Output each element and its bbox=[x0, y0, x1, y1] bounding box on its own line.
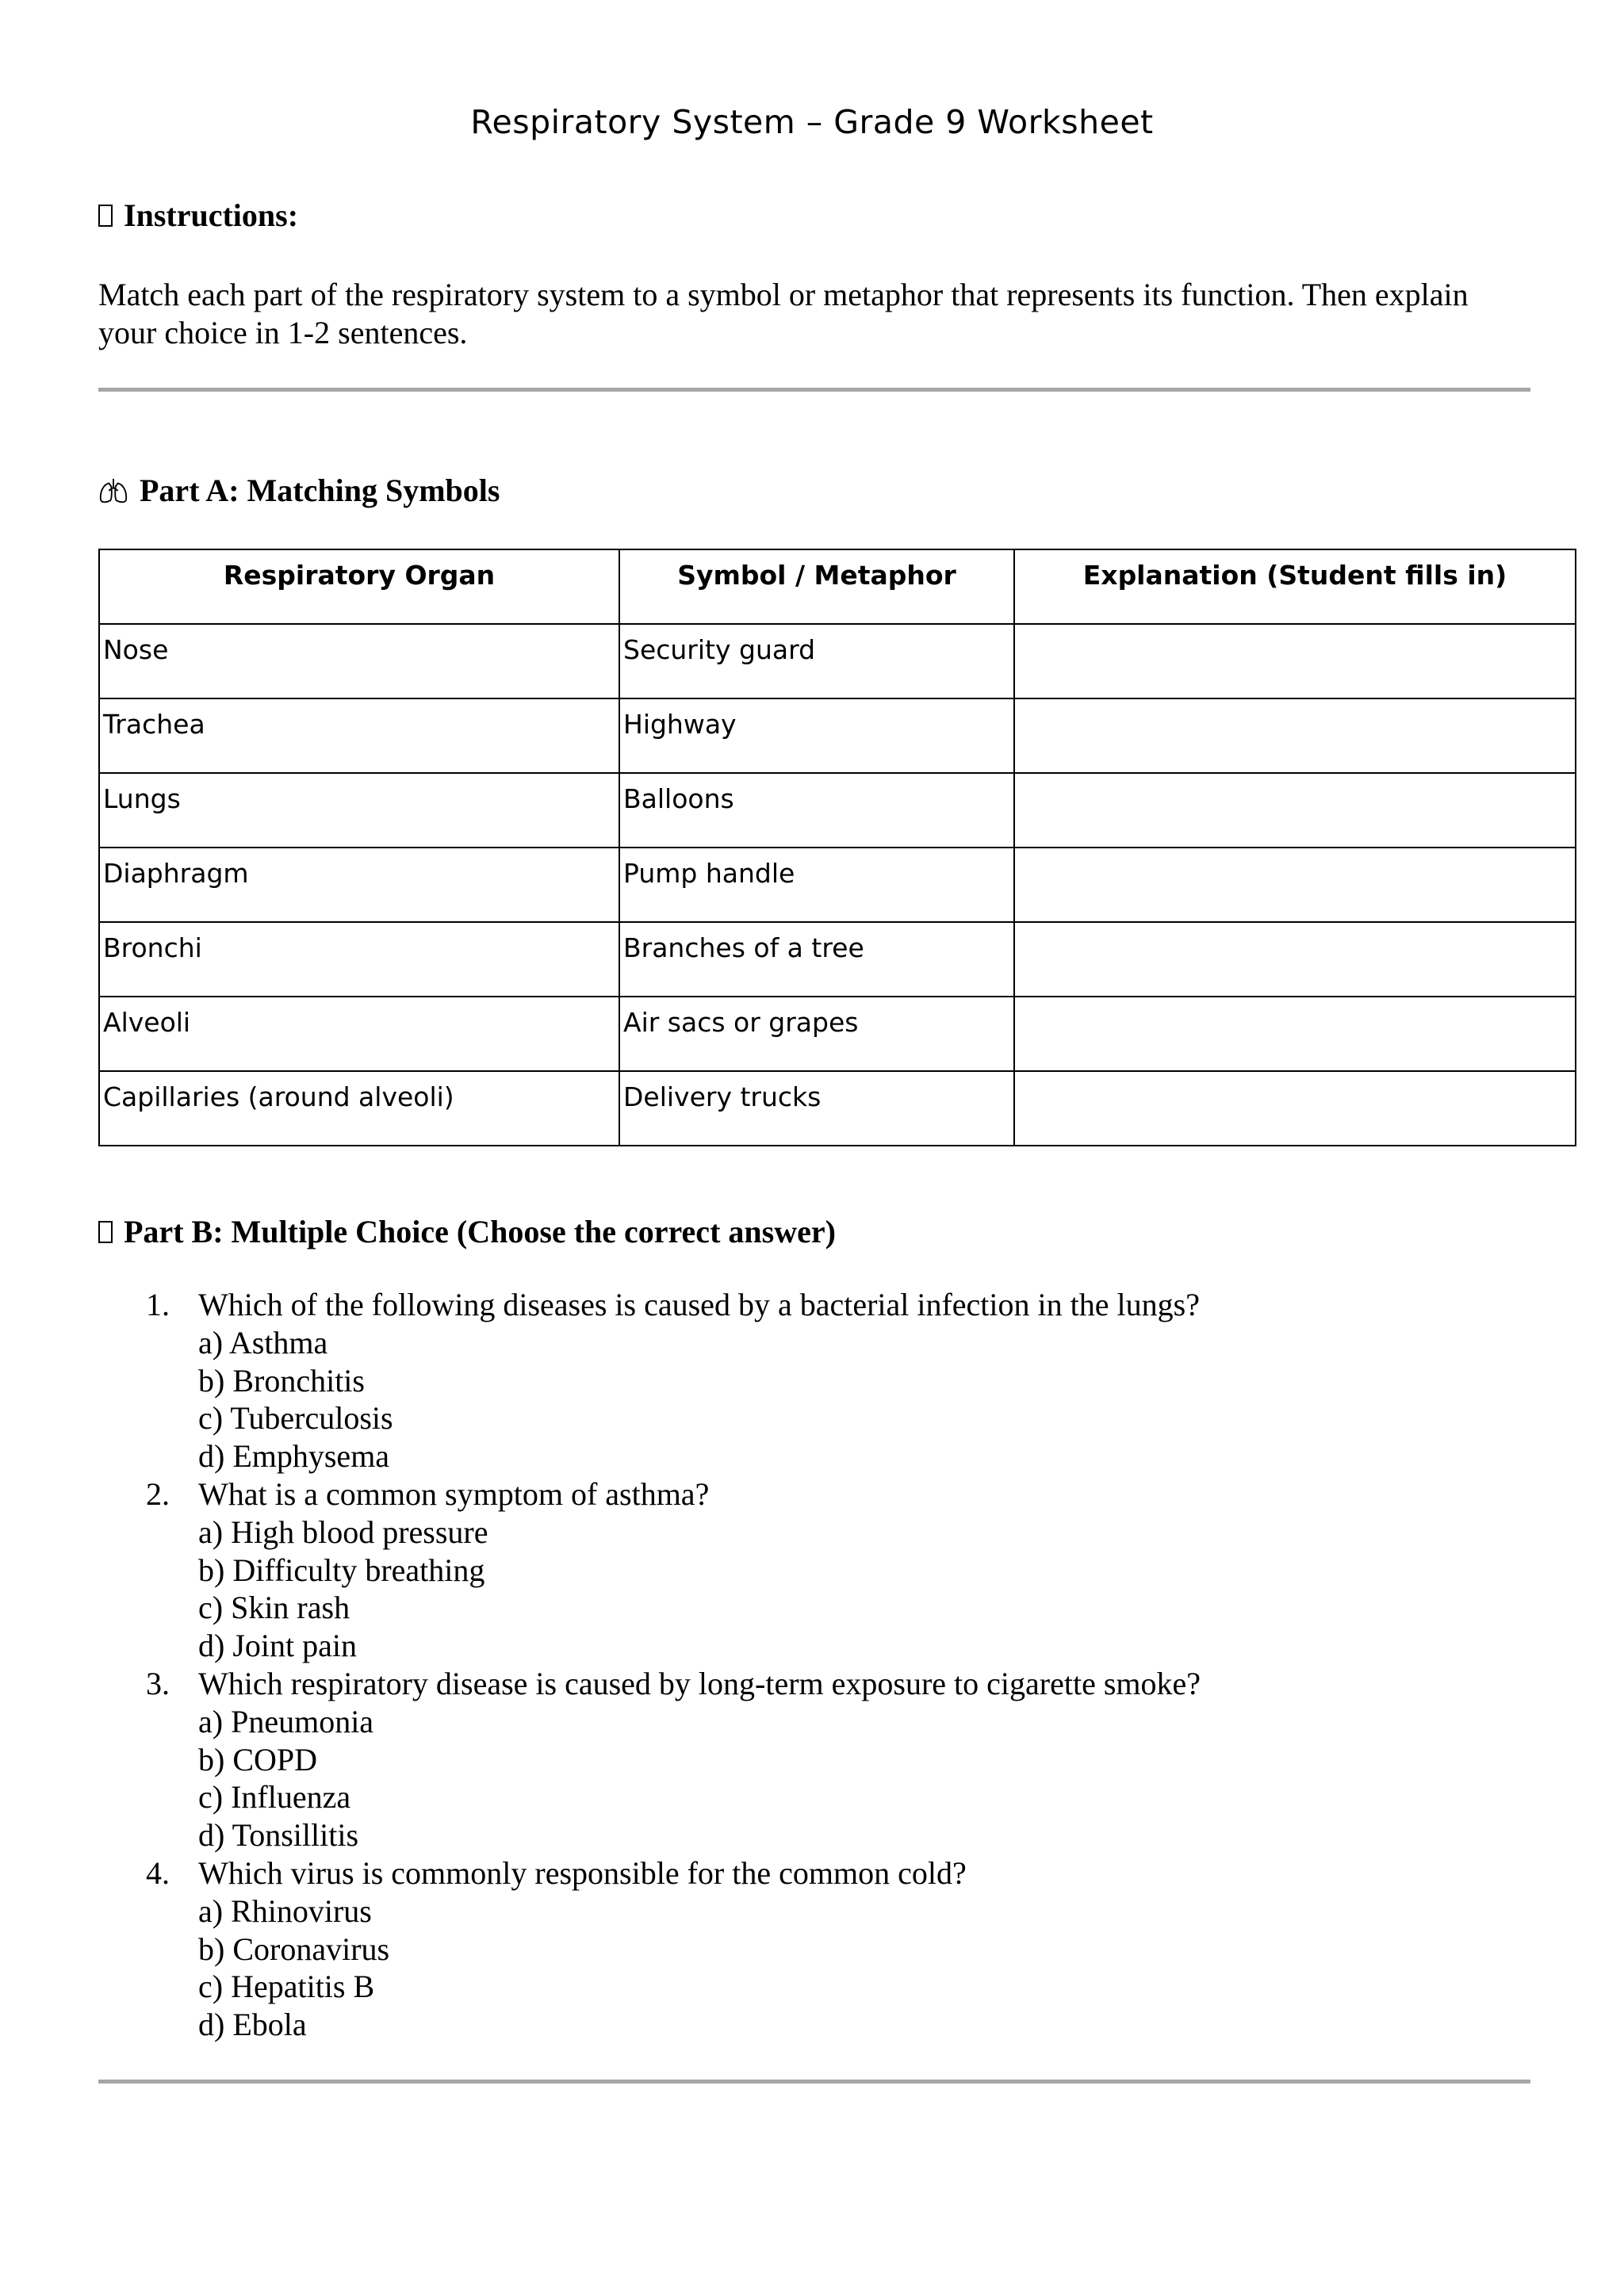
instructions-heading bbox=[98, 197, 298, 234]
explanation-cell[interactable] bbox=[1014, 624, 1576, 698]
answer-option[interactable]: c) Hepatitis B bbox=[198, 1969, 375, 2005]
answer-option[interactable]: a) Rhinovirus bbox=[198, 1892, 372, 1929]
answer-option[interactable]: b) Bronchitis bbox=[198, 1362, 365, 1399]
answer-option[interactable]: b) COPD bbox=[198, 1741, 318, 1777]
divider bbox=[98, 388, 1530, 392]
missing-glyph-icon bbox=[98, 205, 113, 227]
question-item bbox=[98, 1854, 1526, 2044]
answer-option[interactable]: a) High blood pressure bbox=[198, 1513, 488, 1550]
explanation-cell[interactable] bbox=[1014, 922, 1576, 997]
answer-option[interactable]: d) Tonsillitis bbox=[198, 1817, 359, 1854]
question-number: 2. bbox=[146, 1475, 170, 1512]
table-row bbox=[99, 922, 1576, 997]
table-row bbox=[99, 773, 1576, 848]
answer-option[interactable]: c) Tuberculosis bbox=[198, 1400, 393, 1437]
answer-option[interactable]: b) Coronavirus bbox=[198, 1931, 390, 1967]
question-number: 4. bbox=[146, 1854, 170, 1891]
question-text: What is a common symptom of asthma? bbox=[198, 1475, 710, 1512]
question-item bbox=[98, 1286, 1526, 1475]
table-header-row bbox=[99, 549, 1576, 624]
symbol-cell: Highway bbox=[619, 698, 1014, 773]
explanation-cell[interactable] bbox=[1014, 997, 1576, 1071]
explanation-cell[interactable] bbox=[1014, 848, 1576, 922]
missing-glyph-icon bbox=[98, 1221, 113, 1243]
column-header-explanation: Explanation (Student fills in) bbox=[1014, 549, 1576, 624]
organ-cell: Trachea bbox=[99, 698, 619, 773]
question-text: Which respiratory disease is caused by long-term exposure to cigarette smoke? bbox=[198, 1665, 1201, 1701]
question-item bbox=[98, 1665, 1526, 1854]
symbol-cell: Security guard bbox=[619, 624, 1014, 698]
symbol-cell: Pump handle bbox=[619, 848, 1014, 922]
organ-cell: Diaphragm bbox=[99, 848, 619, 922]
part-b-heading bbox=[98, 1213, 836, 1250]
answer-option[interactable]: b) Difficulty breathing bbox=[198, 1552, 485, 1588]
column-header-organ: Respiratory Organ bbox=[99, 549, 619, 624]
table-row bbox=[99, 1071, 1576, 1146]
instructions-heading-label: Instructions: bbox=[124, 197, 299, 233]
question-number: 3. bbox=[146, 1665, 170, 1701]
table-row bbox=[99, 997, 1576, 1071]
divider bbox=[98, 2080, 1530, 2084]
column-header-symbol: Symbol / Metaphor bbox=[619, 549, 1014, 624]
explanation-cell[interactable] bbox=[1014, 1071, 1576, 1146]
part-b-heading-label: Part B: Multiple Choice (Choose the correct answer) bbox=[124, 1214, 836, 1249]
explanation-cell[interactable] bbox=[1014, 773, 1576, 848]
symbol-cell: Branches of a tree bbox=[619, 922, 1014, 997]
symbol-cell: Delivery trucks bbox=[619, 1071, 1014, 1146]
instructions-text: Match each part of the respiratory system to a symbol or metaphor that represents its function. Then explain your choice in 1-2 sentences. bbox=[98, 277, 1469, 350]
question-number: 1. bbox=[146, 1287, 170, 1322]
answer-option[interactable]: c) Influenza bbox=[198, 1779, 351, 1816]
question-item bbox=[98, 1475, 1526, 1665]
answer-option[interactable]: c) Skin rash bbox=[198, 1590, 350, 1626]
table-row bbox=[99, 848, 1576, 922]
question-text: Which of the following diseases is caused by a bacterial infection in the lungs? bbox=[198, 1287, 1200, 1322]
organ-cell: Bronchi bbox=[99, 922, 619, 997]
answer-option[interactable]: a) Asthma bbox=[198, 1324, 328, 1360]
table-row bbox=[99, 624, 1576, 698]
organ-cell: Nose bbox=[99, 624, 619, 698]
organ-cell: Capillaries (around alveoli) bbox=[99, 1071, 619, 1146]
document-title: Respiratory System – Grade 9 Worksheet bbox=[470, 103, 1154, 141]
answer-option[interactable]: d) Ebola bbox=[198, 2007, 307, 2043]
answer-option[interactable]: d) Joint pain bbox=[198, 1628, 357, 1664]
organ-cell: Lungs bbox=[99, 773, 619, 848]
part-a-heading-label: Part A: Matching Symbols bbox=[140, 473, 500, 508]
lungs-icon bbox=[98, 477, 128, 504]
question-text: Which virus is commonly responsible for the common cold? bbox=[198, 1854, 967, 1891]
answer-option[interactable]: a) Pneumonia bbox=[198, 1703, 374, 1739]
answer-option[interactable]: d) Emphysema bbox=[198, 1438, 390, 1475]
organ-cell: Alveoli bbox=[99, 997, 619, 1071]
part-a-heading bbox=[98, 472, 500, 509]
multiple-choice-list bbox=[98, 1286, 1526, 2044]
table-row bbox=[99, 698, 1576, 773]
symbol-cell: Air sacs or grapes bbox=[619, 997, 1014, 1071]
symbol-cell: Balloons bbox=[619, 773, 1014, 848]
explanation-cell[interactable] bbox=[1014, 698, 1576, 773]
matching-table bbox=[98, 549, 1576, 1146]
